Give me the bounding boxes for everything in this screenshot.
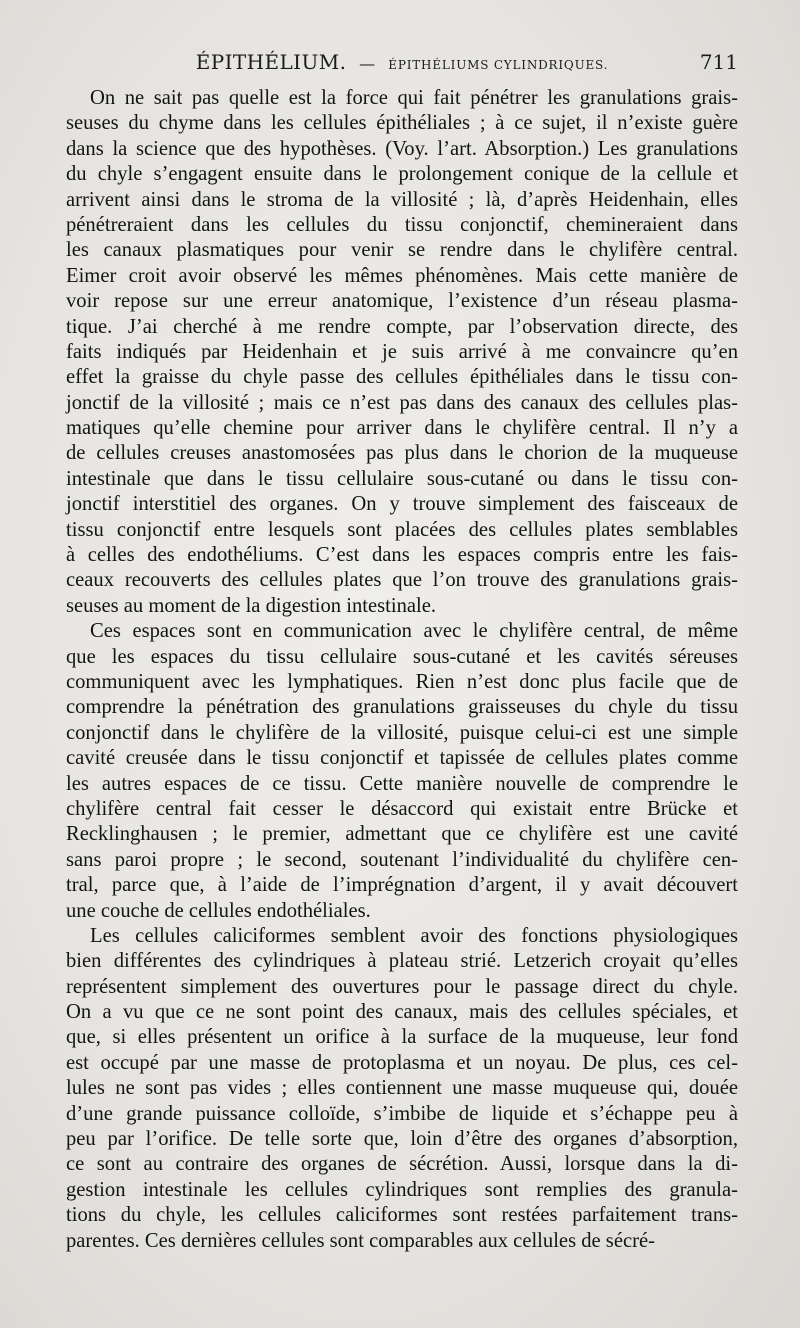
- text-line: matiques qu’elle chemine pour arriver dans le chylifère central. Il n’y a: [66, 417, 738, 440]
- text-line: effet la graisse du chyle passe des cellules épithéliales dans le tissu con-: [66, 366, 738, 389]
- text-line: voir repose sur une erreur anatomique, l’existence d’un réseau plasma-: [66, 290, 738, 313]
- text-line: jonctif de la villosité ; mais ce n’est pas dans des canaux des cellules plas-: [66, 391, 738, 414]
- text-line: tique. J’ai cherché à me rendre compte, par l’observation directe, des: [66, 315, 738, 338]
- text-line: peu par l’orifice. De telle sorte que, loin d’être des organes d’absorption,: [66, 1128, 738, 1151]
- body-text: [66, 86, 738, 1254]
- text-line: une couche de cellules endothéliales.: [66, 899, 371, 922]
- text-line: On ne sait pas quelle est la force qui fait pénétrer les granulations grais-: [90, 87, 738, 109]
- text-line: chylifère central fait cesser le désaccord qui existait entre Brücke et: [66, 797, 738, 820]
- running-header: [66, 46, 738, 80]
- text-line: intestinale que dans le tissu cellulaire sous-cutané ou dans le tissu con-: [66, 467, 738, 490]
- text-line: Ces espaces sont en communication avec le chylifère central, de même: [90, 620, 738, 643]
- text-line: sans paroi propre ; le second, soutenant l’individualité du chylifère cen-: [66, 848, 738, 871]
- text-line: ceaux recouverts des cellules plates que l’on trouve des granulations grais-: [66, 569, 738, 592]
- text-line: parentes. Ces dernières cellules sont comparables aux cellules de sécré-: [66, 1229, 655, 1252]
- text-line: est occupé par une masse de protoplasma et un noyau. De plus, ces cel-: [66, 1051, 738, 1074]
- text-line: gestion intestinale les cellules cylindriques sont remplies des granula-: [66, 1178, 738, 1201]
- text-line: les autres espaces de ce tissu. Cette manière nouvelle de comprendre le: [66, 772, 738, 795]
- text-line: Eimer croit avoir observé les mêmes phénomènes. Mais cette manière de: [66, 264, 738, 287]
- text-line: seuses du chyme dans les cellules épithéliales ; à ce sujet, il n’existe guère: [66, 112, 738, 135]
- text-line: bien différentes des cylindriques à plateau strié. Letzerich croyait qu’elles: [66, 950, 738, 973]
- text-line: seuses au moment de la digestion intestinale.: [66, 594, 437, 617]
- paragraph: [66, 619, 738, 924]
- text-line: cavité creusée dans le tissu conjonctif et tapissée de cellules plates comme: [66, 747, 738, 770]
- running-title: [66, 50, 738, 74]
- text-line: tions du chyle, les cellules caliciformes sont restées parfaitement trans-: [66, 1204, 738, 1227]
- text-line: Recklinghausen ; le premier, admettant que ce chylifère est une cavité: [66, 823, 738, 846]
- page-number: 711: [699, 50, 738, 74]
- text-line: arrivent ainsi dans le stroma de la villosité ; là, d’après Heidenhain, elles: [66, 188, 738, 211]
- text-line: que, si elles présentent un orifice à la surface de la muqueuse, leur fond: [66, 1026, 738, 1049]
- text-line: ce sont au contraire des organes de sécrétion. Aussi, lorsque dans la di-: [66, 1153, 738, 1176]
- text-line: de cellules creuses anastomosées pas plus dans le chorion de la muqueuse: [66, 442, 738, 465]
- text-line: tral, parce que, à l’aide de l’imprégnation d’argent, il y avait découvert: [66, 874, 738, 897]
- text-line: pénétreraient dans les cellules du tissu conjonctif, chemineraient dans: [66, 213, 738, 236]
- text-line: représentent simplement des ouvertures pour le passage direct du chyle.: [66, 975, 738, 998]
- text-line: que les espaces du tissu cellulaire sous-cutané et les cavités séreuses: [66, 645, 738, 668]
- text-line: faits indiqués par Heidenhain et je suis arrivé à me convaincre qu’en: [66, 340, 738, 363]
- text-line: dans la science que des hypothèses. (Voy. l’art. Absorption.) Les granulations: [66, 137, 738, 160]
- text-line: du chyle s’engagent ensuite dans le prolongement conique de la cellule et: [66, 163, 738, 186]
- running-title-sub: ÉPITHÉLIUMS CYLINDRIQUES.: [388, 58, 609, 72]
- text-line: tissu conjonctif entre lesquels sont placées des cellules plates semblables: [66, 518, 738, 541]
- paragraph: [66, 86, 738, 619]
- text-line: On a vu que ce ne sont point des canaux, mais des cellules spéciales, et: [66, 1001, 738, 1024]
- text-line: conjonctif dans le chylifère de la villosité, puisque celui-ci est une simple: [66, 721, 738, 744]
- text-line: comprendre la pénétration des granulations graisseuses du chyle du tissu: [66, 696, 738, 719]
- text-line: communiquent avec les lymphatiques. Rien n’est donc plus facile que de: [66, 670, 738, 693]
- text-line: les canaux plasmatiques pour venir se rendre dans le chylifère central.: [66, 239, 738, 262]
- running-title-dash: —: [359, 54, 376, 73]
- text-line: jonctif interstitiel des organes. On y trouve simplement des faisceaux de: [66, 493, 738, 516]
- text-line: lules ne sont pas vides ; elles contiennent une masse muqueuse qui, douée: [66, 1077, 738, 1100]
- text-line: à celles des endothéliums. C’est dans les espaces compris entre les fais-: [66, 544, 738, 567]
- text-line: Les cellules caliciformes semblent avoir des fonctions physiologiques: [90, 924, 738, 947]
- running-title-main: ÉPITHÉLIUM.: [195, 50, 347, 74]
- paragraph: [66, 924, 738, 1254]
- text-line: d’une grande puissance colloïde, s’imbibe de liquide et s’échappe peu à: [66, 1102, 738, 1125]
